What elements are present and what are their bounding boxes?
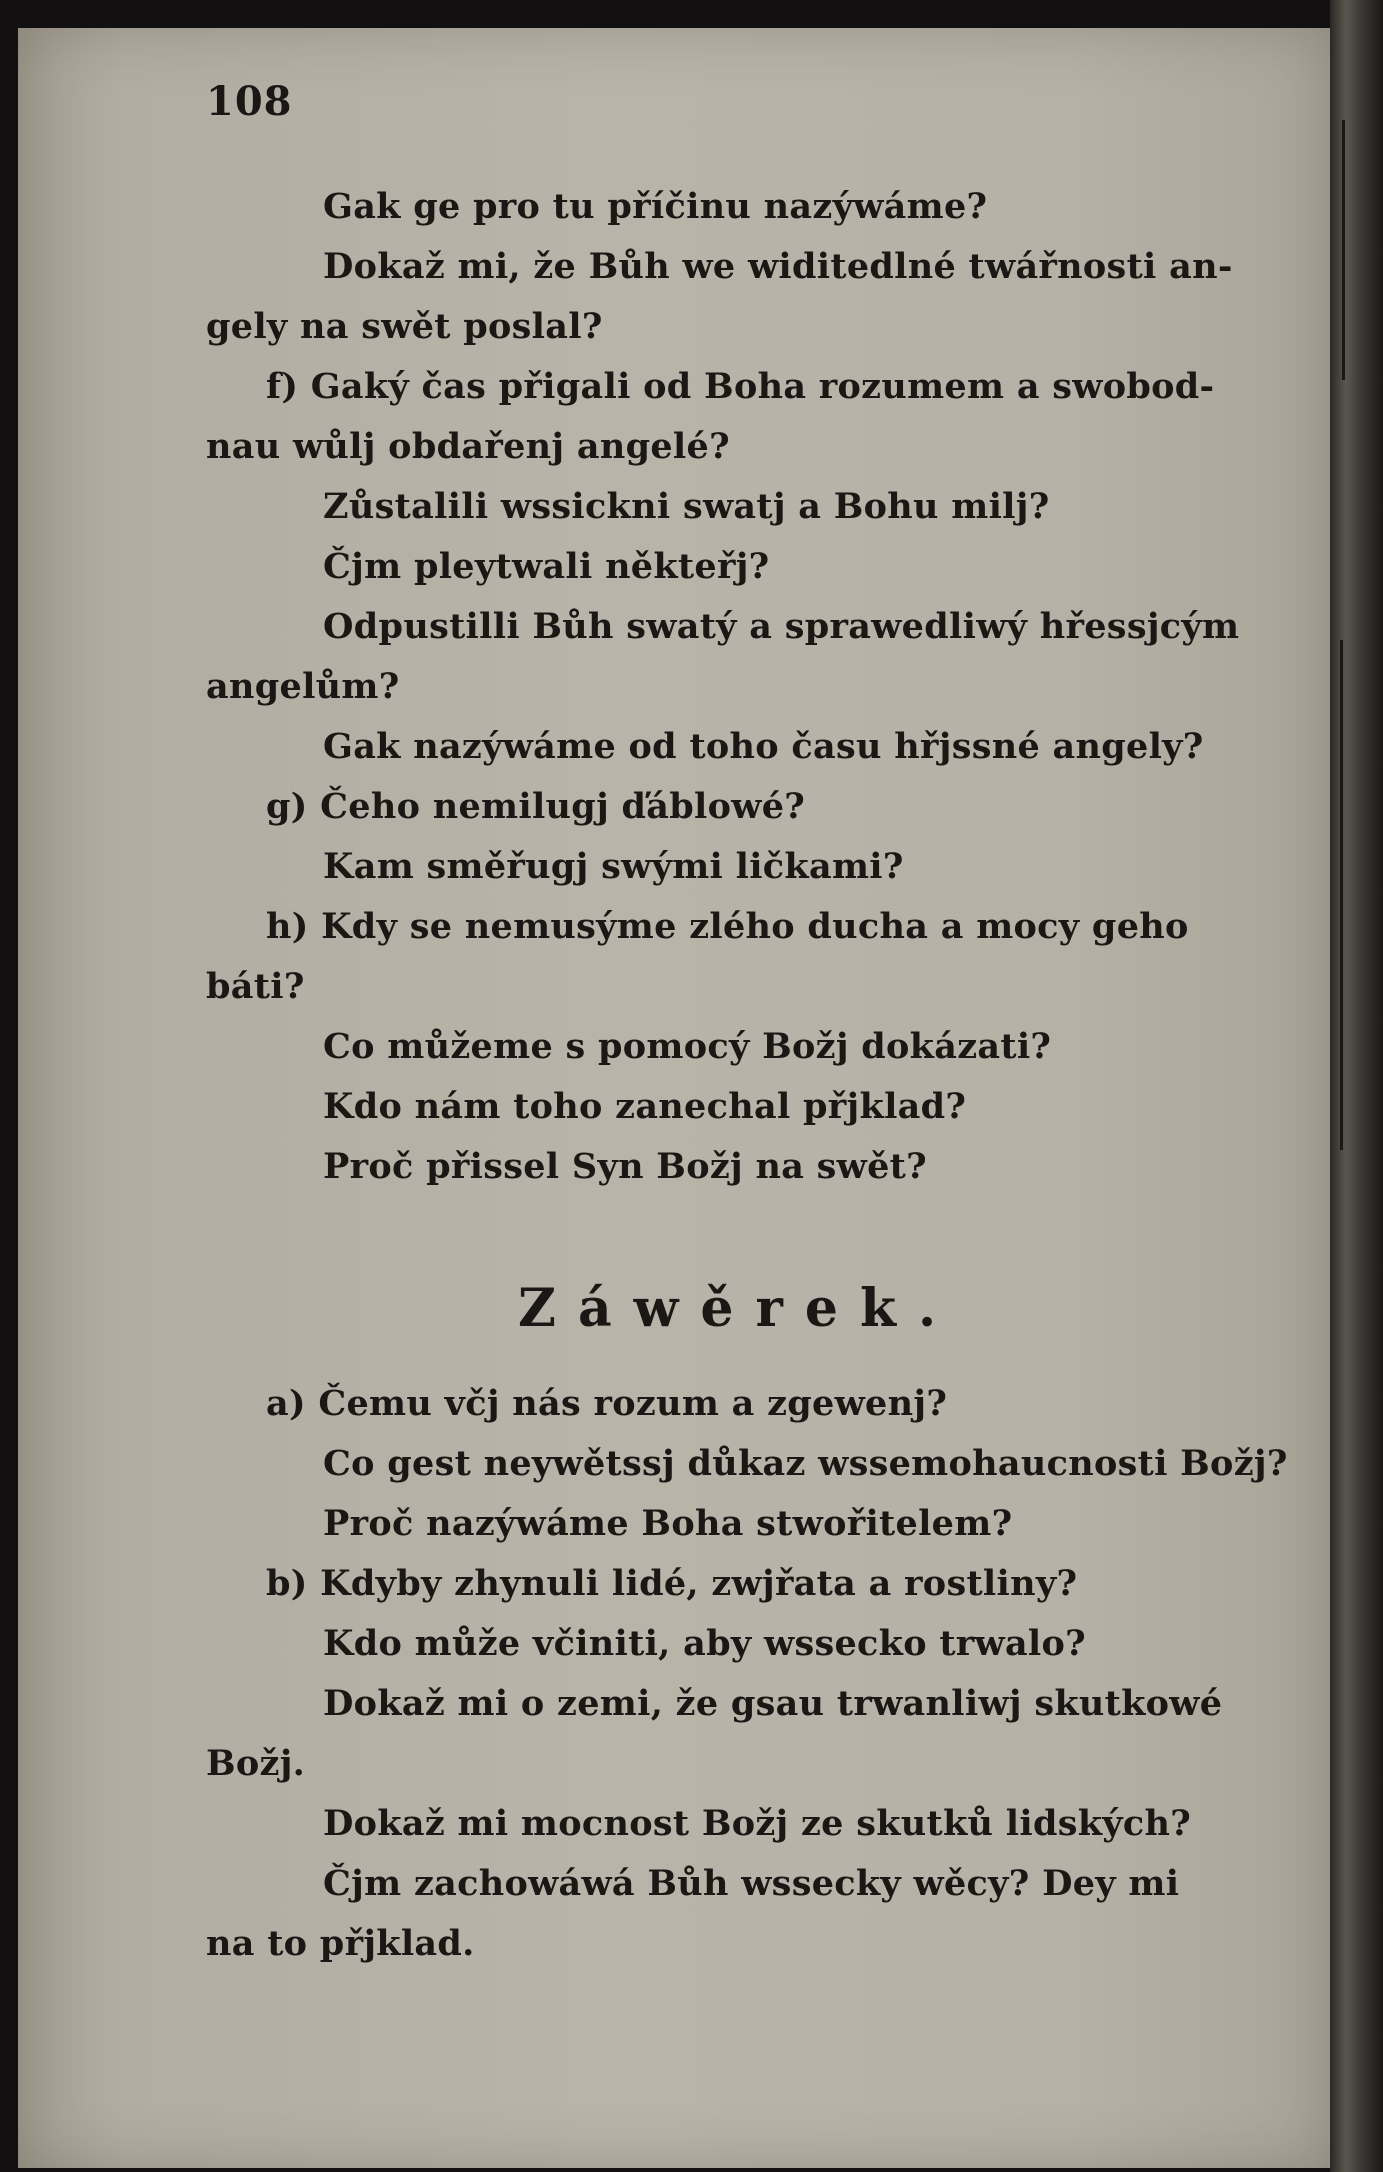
book-spine-edge — [1330, 0, 1383, 2172]
text-line: g) Čeho nemilugj ďáblowé? — [266, 786, 806, 827]
text-line: Gak ge pro tu příčinu nazýwáme? — [323, 186, 988, 227]
text-line: a) Čemu včj nás rozum a zgewenj? — [266, 1383, 948, 1424]
text-line: b) Kdyby zhynuli lidé, zwjřata a rostliny? — [266, 1563, 1078, 1604]
text-line: f) Gaký čas přigali od Boha rozumem a swobod- — [266, 366, 1215, 407]
text-line: Kdo může včiniti, aby wssecko trwalo? — [323, 1623, 1086, 1664]
text-line: Čjm zachowáwá Bůh wssecky wěcy? Dey mi — [323, 1863, 1180, 1904]
text-line: Co můžeme s pomocý Božj dokázati? — [323, 1026, 1052, 1067]
text-line: báti? — [206, 966, 305, 1007]
text-line: Dokaž mi mocnost Božj ze skutků lidských? — [323, 1803, 1192, 1844]
section-heading: Záwěrek. — [518, 1278, 959, 1339]
text-line: Čjm pleytwali někteřj? — [323, 546, 770, 587]
paper-sheet — [18, 28, 1330, 2168]
page-number: 108 — [206, 78, 293, 125]
text-line: Odpustilli Bůh swatý a sprawedliwý hřessjcým — [323, 606, 1240, 647]
text-line: gely na swět poslal? — [206, 306, 603, 347]
text-line: nau wůlj obdařenj angelé? — [206, 426, 730, 467]
text-line: Proč přissel Syn Božj na swět? — [323, 1146, 927, 1187]
text-line: Gak nazýwáme od toho času hřjssné angely? — [323, 726, 1204, 767]
text-line: Proč nazýwáme Boha stwořitelem? — [323, 1503, 1013, 1544]
text-line: Kam směřugj swými ličkami? — [323, 846, 904, 887]
edge-mark — [1342, 120, 1345, 380]
text-line: na to přjklad. — [206, 1923, 475, 1964]
text-line: h) Kdy se nemusýme zlého ducha a mocy geho — [266, 906, 1189, 947]
edge-mark — [1340, 640, 1343, 1150]
text-line: Zůstalili wssickni swatj a Bohu milj? — [323, 486, 1050, 527]
text-line: Božj. — [206, 1743, 306, 1784]
text-line: Kdo nám toho zanechal přjklad? — [323, 1086, 967, 1127]
text-line: angelům? — [206, 666, 400, 707]
text-line: Dokaž mi, že Bůh we widitedlné twářnosti an- — [323, 246, 1233, 287]
page-text — [18, 28, 1330, 2168]
text-line: Dokaž mi o zemi, že gsau trwanliwj skutkowé — [323, 1683, 1223, 1724]
text-line: Co gest neywětssj důkaz wssemohaucnosti Božj? — [323, 1443, 1288, 1484]
